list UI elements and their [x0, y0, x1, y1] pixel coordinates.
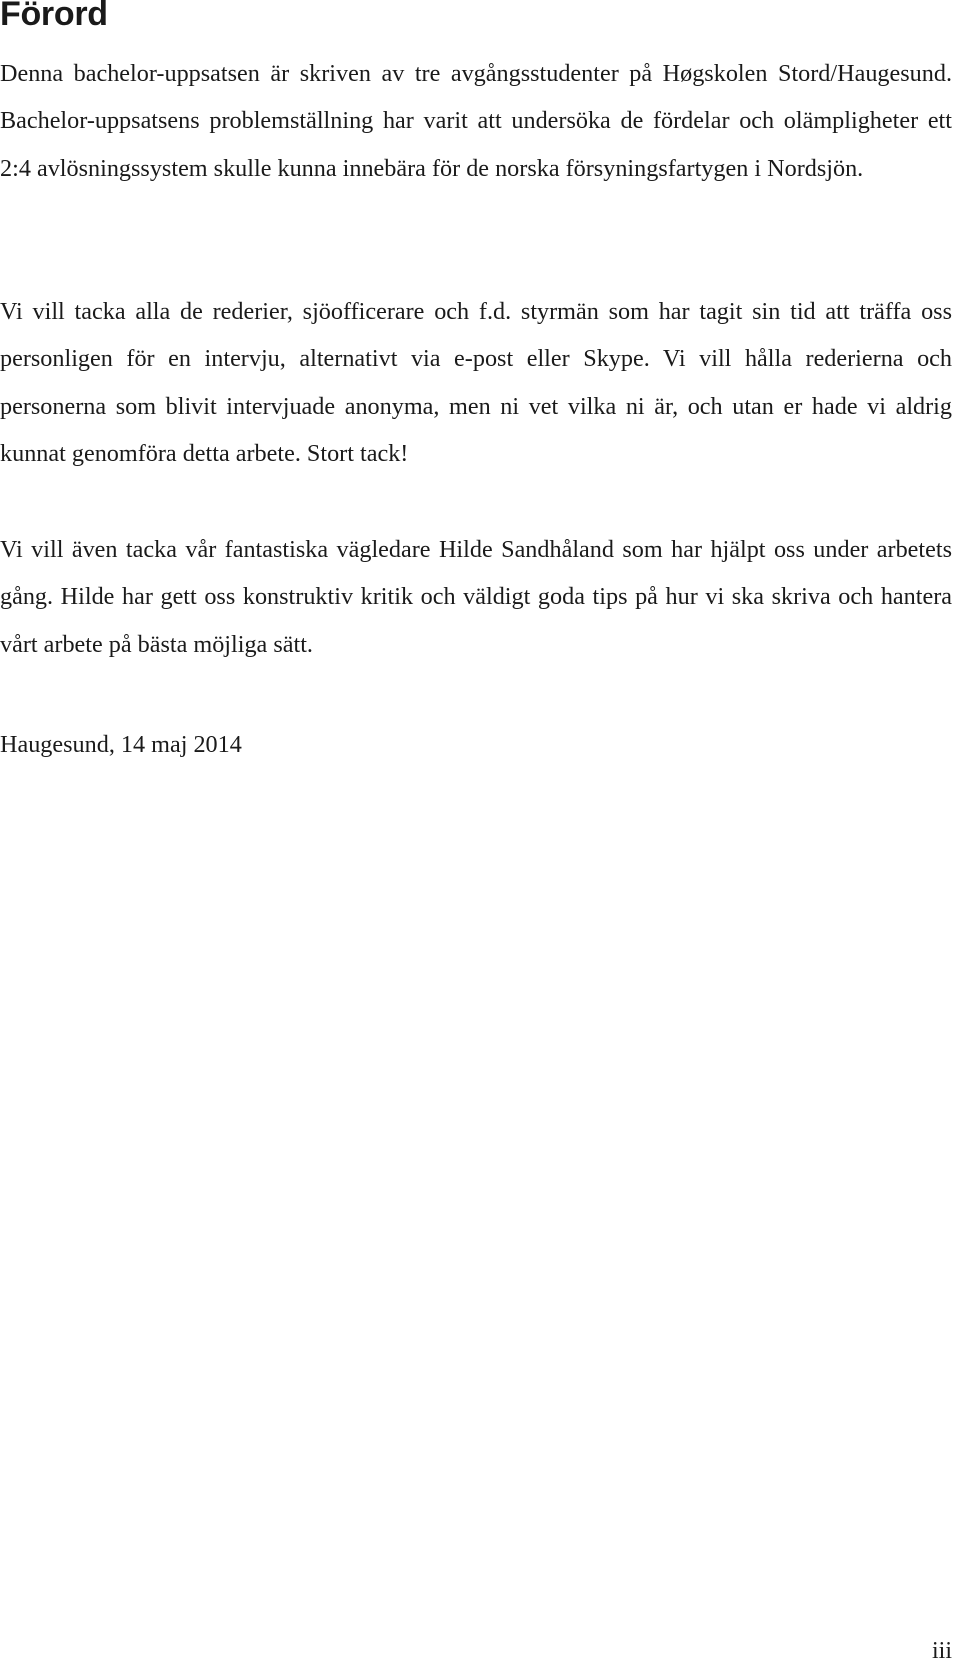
supervisor-thanks-paragraph: Vi vill även tacka vår fantastiska vägledare Hilde Sandhåland som har hjälpt oss under arbetets gång. Hilde har gett oss konstruktiv kritik och väldigt goda tips på hur vi ska skriva och hantera vårt arbete på bästa möjliga sätt.	[0, 536, 952, 658]
intro-paragraph: Denna bachelor-uppsatsen är skriven av tre avgångsstudenter på Høgskolen Stord/Haugesund. Bachelor-uppsatsens problemställning har varit att undersöka de fördelar och olämpligheter ett 2:4 avlösningssystem skulle kunna innebära för de norska försyningsfartygen i Nordsjön.	[0, 60, 952, 182]
page-title: Förord	[0, 0, 108, 33]
page-number: iii	[931, 1638, 952, 1664]
thanks-paragraph: Vi vill tacka alla de rederier, sjöofficerare och f.d. styrmän som har tagit sin tid att träffa oss personligen för en intervju, alternativt via e-post eller Skype. Vi vill hålla rederierna och personerna som blivit intervjuade anonyma, men ni vet vilka ni är, och utan er hade vi aldrig kunnat genomföra detta arbete. Stort tack!	[0, 298, 952, 468]
place-date-line: Haugesund, 14 maj 2014	[0, 731, 242, 758]
